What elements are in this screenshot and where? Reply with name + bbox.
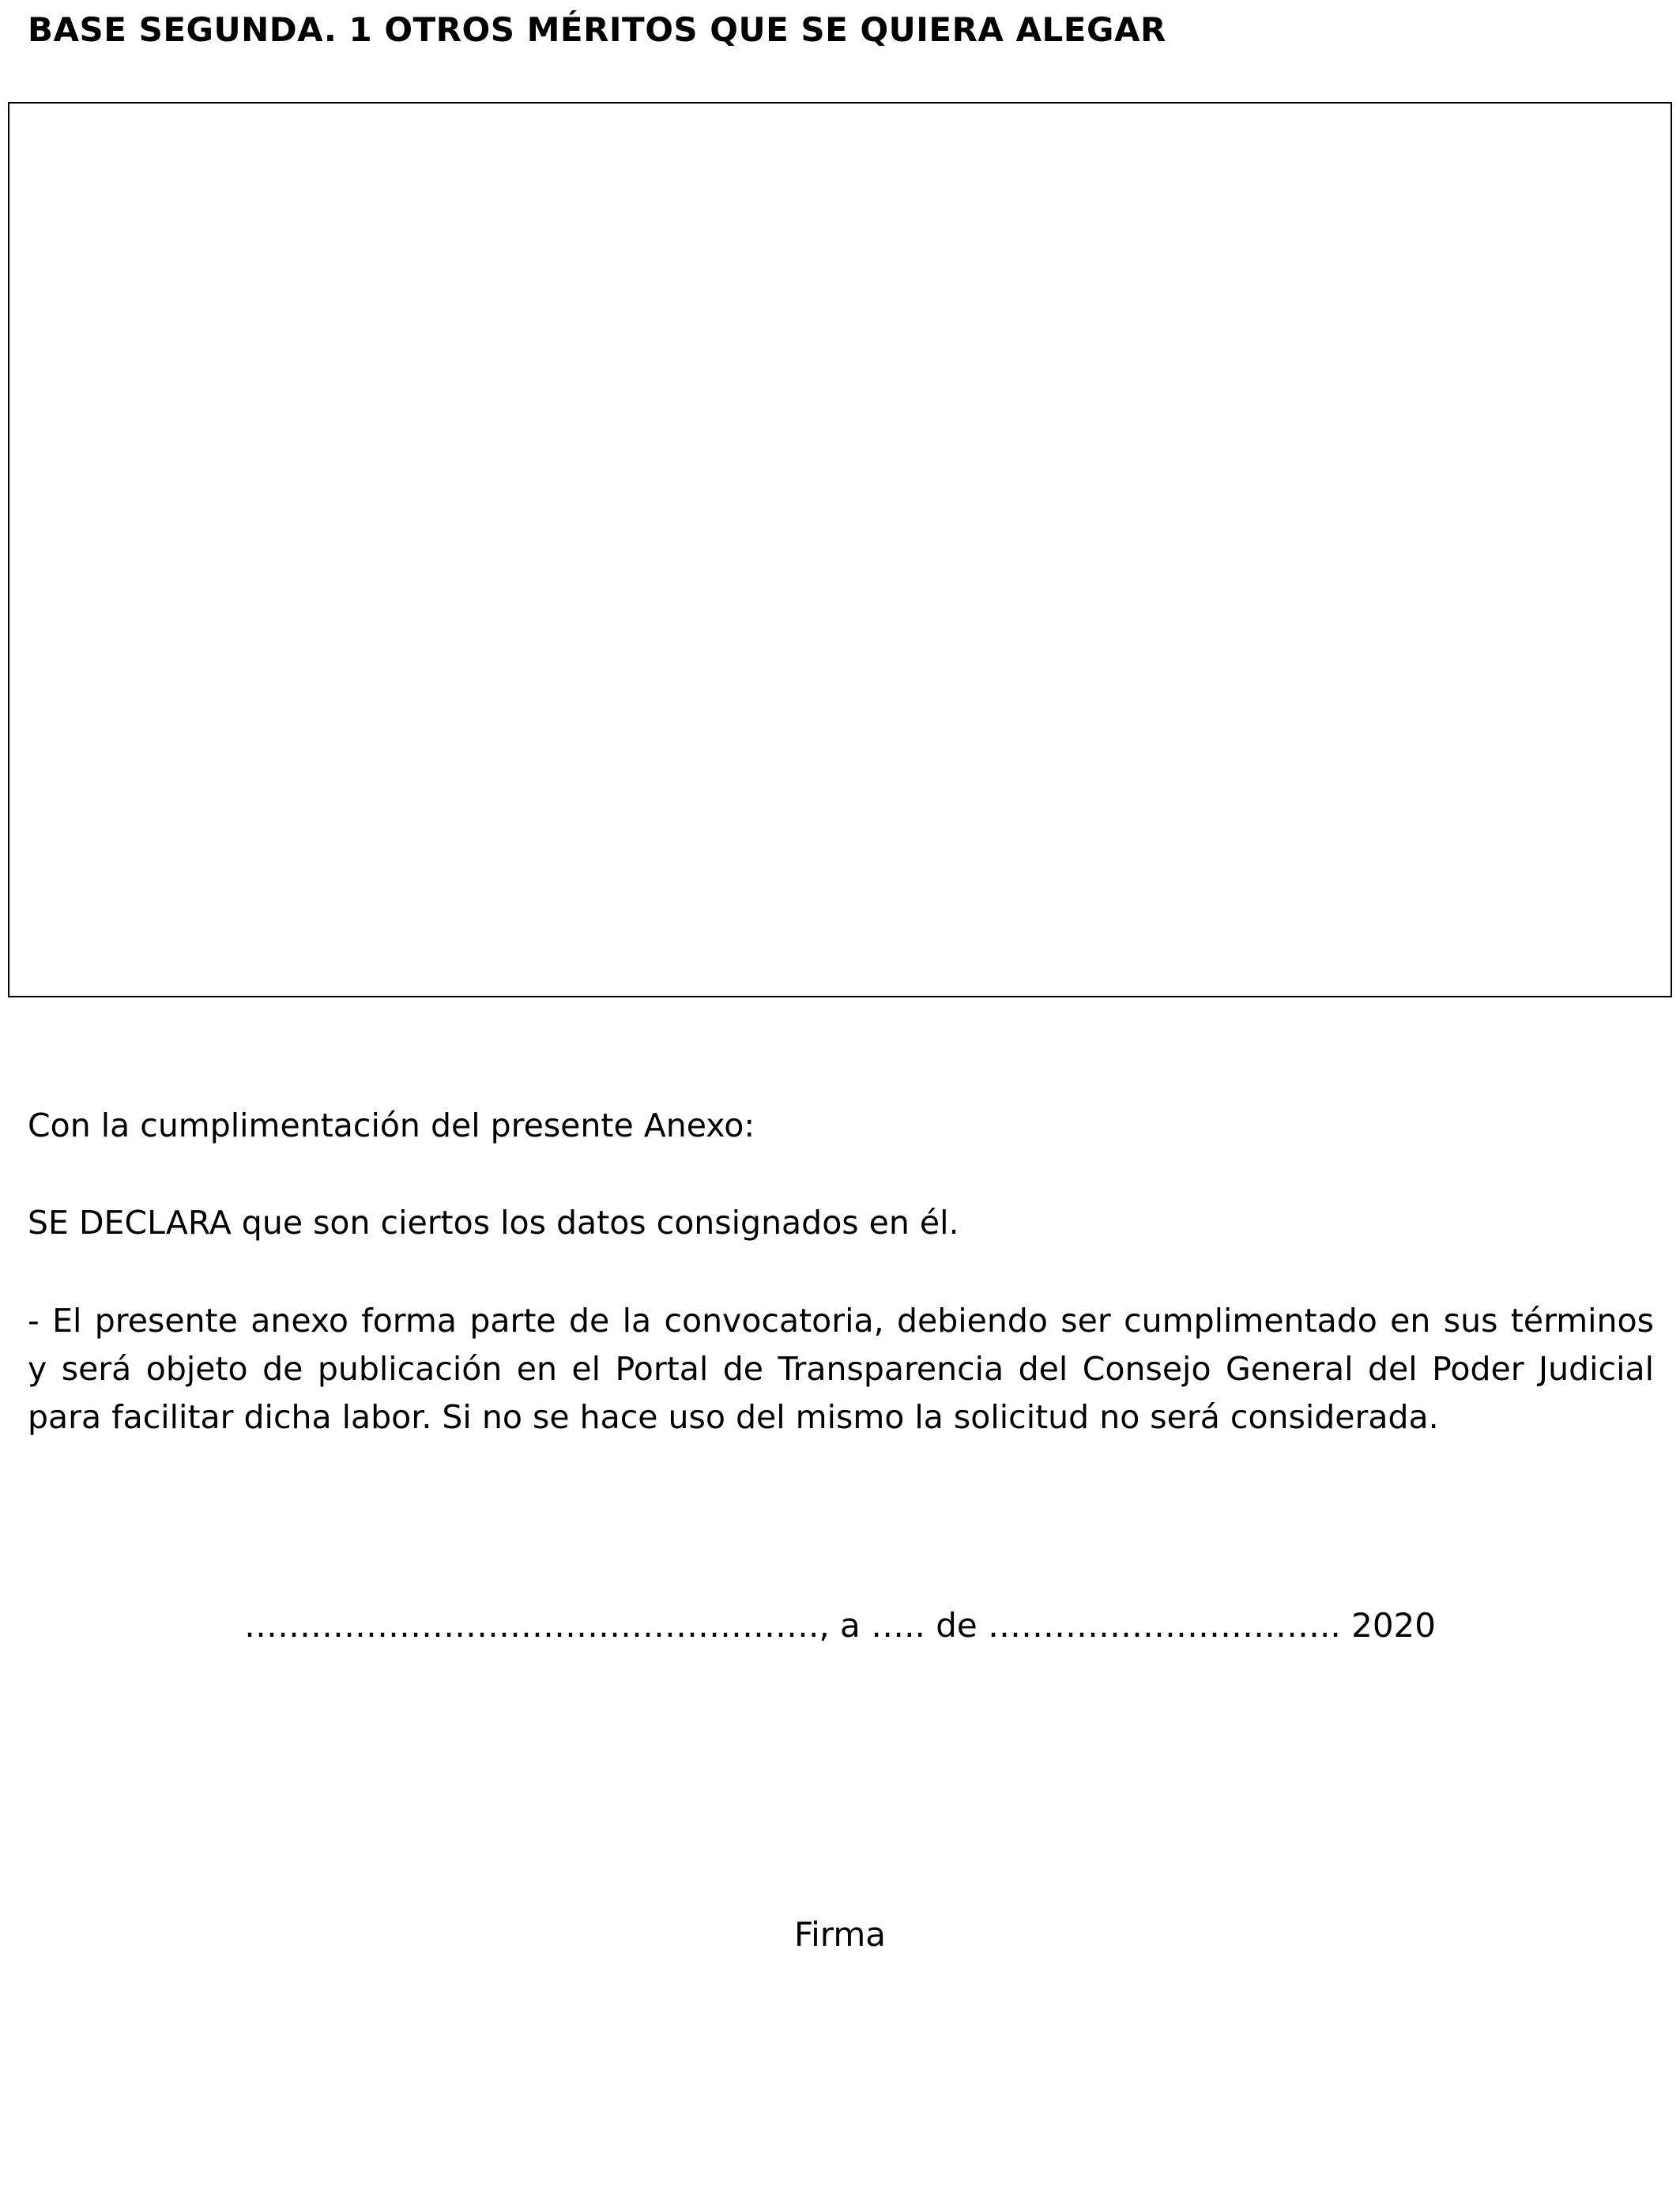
section-heading: BASE SEGUNDA. 1 OTROS MÉRITOS QUE SE QUIERA ALEGAR: [28, 10, 1166, 49]
intro-text: Con la cumplimentación del presente Anexo:: [28, 1106, 755, 1144]
annex-note-paragraph: [28, 1297, 1654, 1442]
annex-note-line-1: - El presente anexo forma parte de la convocatoria, debiendo ser cumplimentado en sus términos: [28, 1302, 1654, 1340]
place-date-line: ……………………………………………., a ….. de ………………………….. 2020: [244, 1606, 1436, 1645]
other-merits-input-box[interactable]: [8, 102, 1672, 997]
annex-note-line-3: para facilitar dicha labor. Si no se hace uso del mismo la solicitud no será considerada.: [28, 1398, 1439, 1436]
signature-label: Firma: [794, 1915, 886, 1954]
declaration-text: SE DECLARA que son ciertos los datos consignados en él.: [28, 1204, 959, 1242]
annex-note-line-2: y será objeto de publicación en el Portal de Transparencia del Consejo General del Poder Judicial: [28, 1350, 1654, 1388]
